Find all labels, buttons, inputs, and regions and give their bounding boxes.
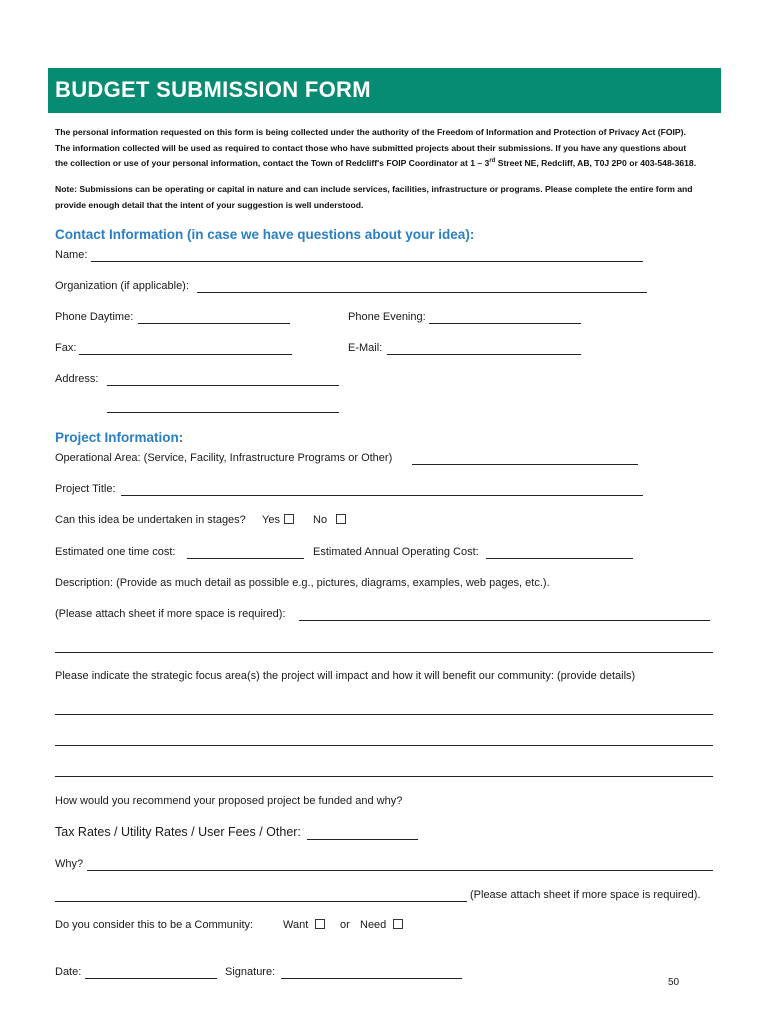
address-row-2 xyxy=(55,400,715,416)
date-label: Date: xyxy=(55,966,82,978)
signature-label: Signature: xyxy=(225,966,276,978)
foip-line-3: the collection or use of your personal information, contact the Town of Redcliff's FOIP Coordinator at 1 – 3rd Street NE, Redcliff, AB, T0J 2P0 or 403-548-3618. xyxy=(55,158,697,168)
need-label: Need xyxy=(360,919,387,931)
yes-label: Yes xyxy=(262,514,280,526)
funding-other-field[interactable] xyxy=(307,839,418,840)
address-field-line-2[interactable] xyxy=(107,412,339,413)
submission-note xyxy=(55,182,720,213)
no-checkbox[interactable] xyxy=(336,514,346,524)
annual-cost-label: Estimated Annual Operating Cost: xyxy=(313,546,479,558)
attach-sheet-note: (Please attach sheet if more space is required). xyxy=(470,889,701,901)
why-line-row-2 xyxy=(55,889,715,905)
foip-line-1: The personal information requested on this form is being collected under the authority of the Freedom of Information and Protection of Privacy Act (FOIP). xyxy=(55,127,686,137)
contact-section-title: Contact Information (in case we have questions about your idea): xyxy=(55,227,475,242)
why-label: Why? xyxy=(55,858,84,870)
funding-options-row xyxy=(55,825,715,841)
phone-daytime-field[interactable] xyxy=(138,323,290,324)
strategic-field-line-1[interactable] xyxy=(55,714,713,715)
operational-area-row xyxy=(55,452,715,468)
annual-cost-field[interactable] xyxy=(486,558,633,559)
yes-checkbox[interactable] xyxy=(284,514,294,524)
project-title-field[interactable] xyxy=(121,495,643,496)
phone-evening-field[interactable] xyxy=(429,323,581,324)
project-section-title: Project Information: xyxy=(55,430,184,445)
note-line-1: Note: Submissions can be operating or capital in nature and can include services, facilities, infrastructure or programs. Please complete the entire form and xyxy=(55,184,693,194)
strategic-line-row-1 xyxy=(55,702,715,718)
stages-no-option[interactable] xyxy=(313,514,346,526)
organization-label: Organization (if applicable): xyxy=(55,280,189,292)
strategic-field-line-2[interactable] xyxy=(55,745,713,746)
header-banner xyxy=(48,68,721,113)
foip-line-2: The information collected will be used as required to contact those who have submitted projects about their submissions. If you have any questions about xyxy=(55,142,687,153)
stages-question: Can this idea be undertaken in stages? xyxy=(55,514,246,526)
attach-sheet-row xyxy=(55,608,715,624)
phone-row xyxy=(55,311,715,327)
one-time-cost-field[interactable] xyxy=(187,558,304,559)
want-option[interactable] xyxy=(283,919,325,931)
need-checkbox[interactable] xyxy=(393,919,403,929)
email-label: E-Mail: xyxy=(348,342,383,354)
strategic-line-row-2 xyxy=(55,733,715,749)
organization-row xyxy=(55,280,715,296)
name-field[interactable] xyxy=(91,261,643,262)
strategic-focus-label: Please indicate the strategic focus area(s) the project will impact and how it will benefit our community: (provide details) xyxy=(55,670,636,682)
phone-evening-label: Phone Evening: xyxy=(348,311,426,323)
operational-area-field[interactable] xyxy=(412,464,638,465)
why-field-line-1[interactable] xyxy=(87,870,713,871)
description-row xyxy=(55,577,715,593)
operational-area-label: Operational Area: (Service, Facility, Infrastructure Programs or Other) xyxy=(55,452,393,464)
note-line-2: provide enough detail that the intent of your suggestion is well understood. xyxy=(55,199,364,210)
description-label: Description: (Provide as much detail as possible e.g., pictures, diagrams, examples, web pages, etc.). xyxy=(55,577,550,589)
strategic-row xyxy=(55,670,715,686)
funding-question-row xyxy=(55,795,715,811)
why-field-line-2[interactable] xyxy=(55,901,467,902)
funding-question: How would you recommend your proposed project be funded and why? xyxy=(55,795,403,807)
name-label: Name: xyxy=(55,249,88,261)
date-field[interactable] xyxy=(85,978,217,979)
community-question: Do you consider this to be a Community: xyxy=(55,919,254,931)
fax-field[interactable] xyxy=(79,354,292,355)
address-field-line-1[interactable] xyxy=(107,385,339,386)
want-label: Want xyxy=(283,919,309,931)
stages-yes-option[interactable] xyxy=(262,514,294,526)
why-row xyxy=(55,858,715,874)
organization-field[interactable] xyxy=(197,292,647,293)
no-label: No xyxy=(313,514,328,526)
need-option[interactable] xyxy=(360,919,403,931)
project-title-label: Project Title: xyxy=(55,483,116,495)
foip-notice xyxy=(55,125,720,172)
email-field[interactable] xyxy=(387,354,581,355)
funding-options-label: Tax Rates / Utility Rates / User Fees / Other: xyxy=(55,825,301,839)
name-row xyxy=(55,249,715,265)
stages-row xyxy=(55,514,715,530)
address-row xyxy=(55,373,715,389)
description-line-row xyxy=(55,640,715,656)
phone-daytime-label: Phone Daytime: xyxy=(55,311,134,323)
or-label: or xyxy=(340,919,350,931)
project-title-row xyxy=(55,483,715,499)
description-field-line-1[interactable] xyxy=(299,620,710,621)
cost-row xyxy=(55,546,715,562)
page-number: 50 xyxy=(668,977,680,988)
date-signature-row xyxy=(55,966,715,982)
fax-email-row xyxy=(55,342,715,358)
strategic-line-row-3 xyxy=(55,764,715,780)
signature-field[interactable] xyxy=(281,978,462,979)
address-label: Address: xyxy=(55,373,99,385)
form-title: BUDGET SUBMISSION FORM xyxy=(55,77,371,102)
strategic-field-line-3[interactable] xyxy=(55,776,713,777)
fax-label: Fax: xyxy=(55,342,77,354)
attach-sheet-label: (Please attach sheet if more space is required): xyxy=(55,608,286,620)
want-checkbox[interactable] xyxy=(315,919,325,929)
one-time-cost-label: Estimated one time cost: xyxy=(55,546,176,558)
community-row xyxy=(55,919,715,935)
description-field-line-2[interactable] xyxy=(55,652,713,653)
